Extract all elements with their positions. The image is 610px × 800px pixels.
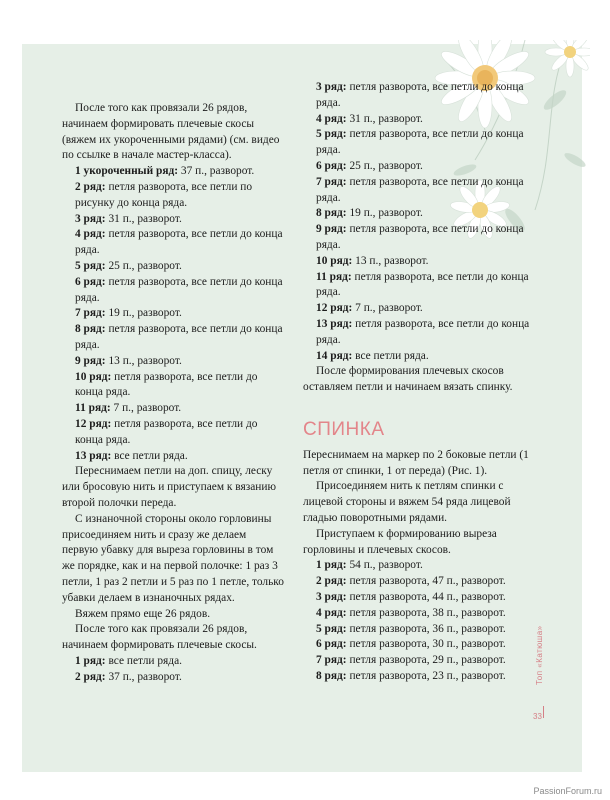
list-item: 5 ряд: петля разворота, 36 п., разворот.: [316, 622, 506, 635]
list-item: 12 ряд: 7 п., разворот.: [316, 302, 423, 315]
list-item: 10 ряд: петля разворота, все петли до конца ряда.: [75, 370, 258, 399]
paragraph: Переснимаем на маркер по 2 боковые петли (1 петля от спинки, 1 от переда) (Рис. 1).: [303, 448, 529, 477]
list-item: 8 ряд: 19 п., разворот.: [316, 207, 423, 220]
list-item: 6 ряд: петля разворота, 30 п., разворот.: [316, 638, 506, 651]
list-item: 4 ряд: петля разворота, все петли до конца ряда.: [75, 228, 283, 257]
list-item: 9 ряд: 13 п., разворот.: [75, 354, 182, 367]
list-item: 6 ряд: петля разворота, все петли до конца ряда.: [75, 275, 283, 304]
list-item: 11 ряд: 7 п., разворот.: [75, 402, 182, 415]
page-number: 33: [533, 712, 542, 721]
paragraph: Присоединяем нить к петлям спинки с лицевой стороны и вяжем 54 ряда лицевой гладью поворотными рядами.: [303, 480, 511, 524]
list-item: 10 ряд: 13 п., разворот.: [316, 254, 429, 267]
list-item: 1 укороченный ряд: 37 п., разворот.: [75, 165, 255, 178]
shoulder-rows-continued-list: [303, 80, 535, 364]
list-item: 7 ряд: петля разворота, 29 п., разворот.: [316, 654, 506, 667]
paragraph: Переснимаем петли на доп. спицу, леску или бросовую нить и приступаем к вязанию второй полочки переда.: [62, 465, 276, 509]
list-item: 14 ряд: все петли ряда.: [316, 349, 429, 362]
second-shoulder-rows-list: [62, 654, 284, 686]
list-item: 8 ряд: петля разворота, 23 п., разворот.: [316, 669, 506, 682]
list-item: 1 ряд: 54 п., разворот.: [316, 559, 423, 572]
list-item: 3 ряд: 31 п., разворот.: [75, 212, 182, 225]
right-column: [303, 80, 535, 685]
paragraph: Вяжем прямо еще 26 рядов.: [75, 607, 211, 620]
paragraph: С изнаночной стороны около горловины присоединяем нить и сразу же делаем первую убавку для выреза горловины в том же порядке, как и на первой полочке: 1 раз 3 петли, 1 раз 2 петли и 5 раз по 1 петле, только убавки делаем в изнаночных рядах.: [62, 512, 284, 604]
list-item: 7 ряд: 19 п., разворот.: [75, 307, 182, 320]
section-title: СПИНКА: [303, 418, 385, 440]
list-item: 11 ряд: петля разворота, все петли до конца ряда.: [316, 270, 529, 299]
left-column: [62, 101, 284, 685]
paragraph: После того как провязали 26 рядов, начинаем формировать плечевые скосы.: [62, 623, 257, 652]
paragraph: Приступаем к формированию выреза горловины и плечевых скосов.: [303, 527, 497, 556]
list-item: 4 ряд: 31 п., разворот.: [316, 112, 423, 125]
watermark: PassionForum.ru: [533, 786, 602, 796]
list-item: 2 ряд: 37 п., разворот.: [75, 670, 182, 683]
list-item: 13 ряд: все петли ряда.: [75, 449, 188, 462]
paragraph: После формирования плечевых скосов оставляем петли и начинаем вязать спинку.: [303, 365, 513, 394]
list-item: 2 ряд: петля разворота, все петли по рисунку до конца ряда.: [75, 180, 253, 209]
side-divider: [543, 706, 544, 718]
list-item: 5 ряд: петля разворота, все петли до конца ряда.: [316, 128, 524, 157]
list-item: 7 ряд: петля разворота, все петли до конца ряда.: [316, 175, 524, 204]
list-item: 12 ряд: петля разворота, все петли до конца ряда.: [75, 417, 258, 446]
shoulder-rows-list: [62, 164, 284, 464]
list-item: 3 ряд: петля разворота, все петли до конца ряда.: [316, 81, 524, 109]
list-item: 13 ряд: петля разворота, все петли до конца ряда.: [316, 317, 530, 346]
list-item: 9 ряд: петля разворота, все петли до конца ряда.: [316, 223, 524, 251]
list-item: 1 ряд: все петли ряда.: [75, 654, 182, 667]
back-rows-list: [303, 558, 535, 684]
intro-paragraph: После того как провязали 26 рядов, начинаем формировать плечевые скосы (вяжем их укороченными рядами) (см. видео по ссылке в начале мастер-класса).: [62, 102, 280, 162]
list-item: 8 ряд: петля разворота, все петли до конца ряда.: [75, 323, 283, 351]
side-label: Топ «Катюша»: [535, 625, 544, 685]
list-item: 5 ряд: 25 п., разворот.: [75, 259, 182, 272]
list-item: 2 ряд: петля разворота, 47 п., разворот.: [316, 575, 506, 588]
list-item: 3 ряд: петля разворота, 44 п., разворот.: [316, 590, 506, 603]
list-item: 4 ряд: петля разворота, 38 п., разворот.: [316, 606, 506, 619]
list-item: 6 ряд: 25 п., разворот.: [316, 159, 423, 172]
